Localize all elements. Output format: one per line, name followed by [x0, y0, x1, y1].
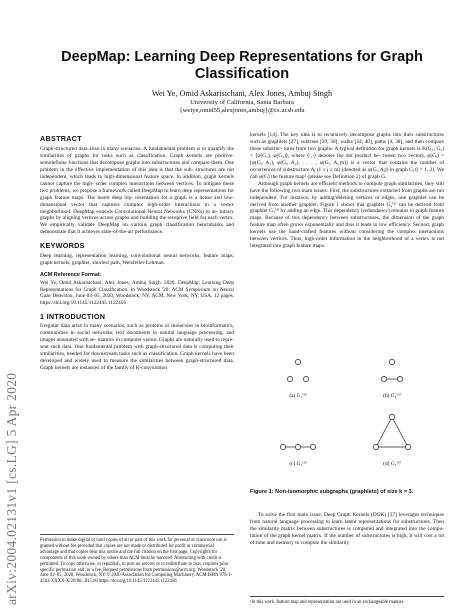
text-paragraph: Although graph kernels are efficient methods to compute graph similarities, they still have the following two main issues: First, the substructures extracted from graphs are not independent. For instance, by adding/deleting vertices or edges, one graphlet can be derived from another graphlet. Figure 1 shows that graphlet G₄⁽³⁾ can be derived from graphlet G₃⁽³⁾ by adding an edge. This dependency (redundancy) remains in graph feature maps. Because of this dependency between substructures, the dimension of the graph feature map often grows exponentially and thus it leads to low efficiency. Second, graph kernels use the hand-crafted features without considering the complex interactions between vertices. Thus, high-order information in the neighborhood of a vertex is not integrated into graph feature maps.	[250, 180, 444, 250]
reference-format-heading: ACM Reference Format:	[40, 272, 102, 279]
graphlet-b-vertex	[389, 359, 394, 364]
arxiv-stamp-text: arXiv:2004.02131v1 [cs.LG] 5 Apr 2020	[4, 372, 19, 605]
text-paragraph: Irregular data arise in many scenarios, such as proteins or molecules in bioinformatics, communities in social networks, text documents in natural language processing, and images annotated with se- mantics in computer vision. Graphs are naturally used to repre- sent such data. One fundamental problem with graph-structured data is computing their similarities, needed for downstream tasks such as classification. Graph kernels have been developed and widely used to measure the similarities between graph-structured data. Graph kernels are instances of the family of R-convolution	[40, 323, 234, 372]
author-emails: {weiye,omid55,alexjones,ambuj}@cs.ucsb.edu	[179, 107, 305, 115]
text-paragraph: Graph-structured data arise in many scenarios. A fundamental problem is to quantify the similarities of graphs for tasks such as classification. Graph kernels are positive-semidefinite functions that decompose graphs into substructures and compare them. One problem in the effective implementation of this idea is that the sub- structures are not independent, which leads to high-dimensional feature space. In addition, graph kernels cannot capture the high- order complex interactions between vertices. To mitigate these two problems, we propose a framework called DeepMap to learn deep representations for graph feature maps. The learnt deep rep- resentation for a graph is a dense and low-dimensional vector that captures complex high-order interactions in a vertex neighborhood. DeepMap extends Convolutional Neural Networks (CNNs) to ar- bitrary graphs by aligning vertices across graphs and building the receptive field for each vertex. We empirically validate DeepMap on various graph classification benchmarks and demonstrate that it achieves state-of-the-art performance.	[40, 145, 234, 236]
kernels-paragraph	[250, 132, 444, 181]
copyright-footnote	[40, 534, 234, 585]
keywords-heading: KEYWORDS	[40, 241, 85, 251]
graphlet-c-label: (c) G₃⁽³⁾	[289, 461, 307, 467]
paper-header	[40, 49, 444, 115]
text-paragraph: Figure 1: Non-isomorphic subgraphs (graphlets) of size k = 3.	[250, 489, 414, 495]
keywords-body	[40, 253, 234, 267]
graphlet-a-vertex	[287, 376, 292, 381]
feature-map-footnote: ¹In this work, feature map and representation are used in an exchangeable manner.	[250, 596, 444, 606]
author-list: Wei Ye, Omid Askarisichani, Alex Jones, Ambuj Singh	[151, 89, 333, 98]
graphlet-b-vertex	[397, 376, 402, 381]
text-paragraph: To solve the first main issue, Deep Graph Kernels (DGK) [37] leverages techniques from natural language processing to learn latent representations for substructures. Then the similarity matrix between substructures is computed and integrated into the compu- tation of the graph kernel matrix. If the number of substructures is high, it will cost a lot of time and memory to compute the similarity	[250, 512, 444, 546]
abstract-body	[40, 146, 234, 236]
graphlet-c-vertex	[280, 444, 285, 449]
graphlet-d-vertex	[405, 444, 410, 449]
text-paragraph: kernels [14]. The key idea is to recursively decompose graphs into their substructures such as graphlets [27], subtrees [29, 30], walks [34, 40], paths [4, 38], and then compare these substruc- tures from two graphs. A typical definition for graph kernels is K(G₁, G₂) = ⟨φ(G₁), φ(G₂)⟩, where ⟨·,·⟩ denotes the dot product be- tween two vectors, φ(Gᵢ) = [φ(Gᵢ, A₁), φ(Gᵢ, A₂), . . . , φ(Gᵢ, A_m)] is a vector that contains the number of occurrences of substructure Aⱼ (1 ≤ j ≤ m) (denoted as φ(Gᵢ, Aⱼ)) in graph Gᵢ (i = 1, 2). We call φ(G) the feature map¹ (please see Definition 2) of graph G.	[250, 132, 444, 180]
text-paragraph: Wei Ye, Omid Askarisichani, Alex Jones, Ambuj Singh. 2020. DeepMap: Learning Deep Representations for Graph Classification. In Woodstock '20: ACM Symposium on Neural Gaze Detection, June 03–05, 2020, Woodstock, NY. ACM, New York, NY, USA, 12 pages. https://doi.org/10.1145/1122445.1122456	[40, 280, 234, 306]
introduction-body	[40, 323, 234, 372]
graphlet-diagram	[250, 355, 444, 485]
graphlet-d-edge	[392, 417, 408, 447]
left-column	[40, 132, 234, 372]
graphlet-a-label: (a) G₁⁽³⁾	[289, 393, 307, 399]
figure-caption	[250, 489, 444, 496]
graphlet-c-vertex	[310, 444, 315, 449]
figure-graphlets	[250, 355, 444, 485]
right-column	[250, 132, 444, 250]
graphlet-b-vertex	[381, 376, 386, 381]
graphlet-d-label: (d) G₄⁽³⁾	[383, 461, 401, 467]
graphlet-a-vertex	[303, 376, 308, 381]
graphlet-a-vertex	[295, 359, 300, 364]
arxiv-stamp	[4, 205, 18, 605]
affiliation: University of California, Santa Barbara	[190, 99, 294, 106]
text-paragraph: Deep learning, representation learning, convolutional neural networks, feature maps, graph kernels, graphlet, shortest path, Weisfeiler-Lehman.	[40, 253, 234, 267]
issues-paragraph	[250, 181, 444, 251]
abstract-heading: ABSTRACT	[40, 134, 82, 143]
graphlet-d-vertex	[373, 444, 378, 449]
reference-format-body	[40, 280, 234, 306]
paper-title: DeepMap: Learning Deep Representations for Graph Classification	[61, 49, 423, 82]
graphlet-d-vertex	[389, 414, 394, 419]
text-paragraph: Permission to make digital or hard copies of all or part of this work for personal or classroom use is granted without fee provided that copies are not made or distributed for profit or commercial advantage and that copies bear this notice and the full citation on the first page. Copyrights for components of this work owned by others than ACM must be honored. Abstracting with credit is permitted. To copy otherwise, or republish, to post on servers or to redistribute to lists, requires prior specific permission and /or a fee. Request permissions from permissions@acm.org. Woodstock '20, June 03–05, 2020, Woodstock, NY © 2020 Association for Computing Machinery. ACM ISBN 978-1-4503-XXXX-X/20/06...$15.00 https://doi.org/10.1145/1122445.1122456	[40, 538, 233, 585]
graphlet-d-edge	[376, 417, 392, 447]
dgk-paragraph	[250, 512, 444, 547]
graphlet-b-label: (b) G₂⁽³⁾	[383, 393, 401, 399]
introduction-heading: 1 INTRODUCTION	[40, 311, 106, 321]
graphlet-c-vertex	[295, 444, 300, 449]
